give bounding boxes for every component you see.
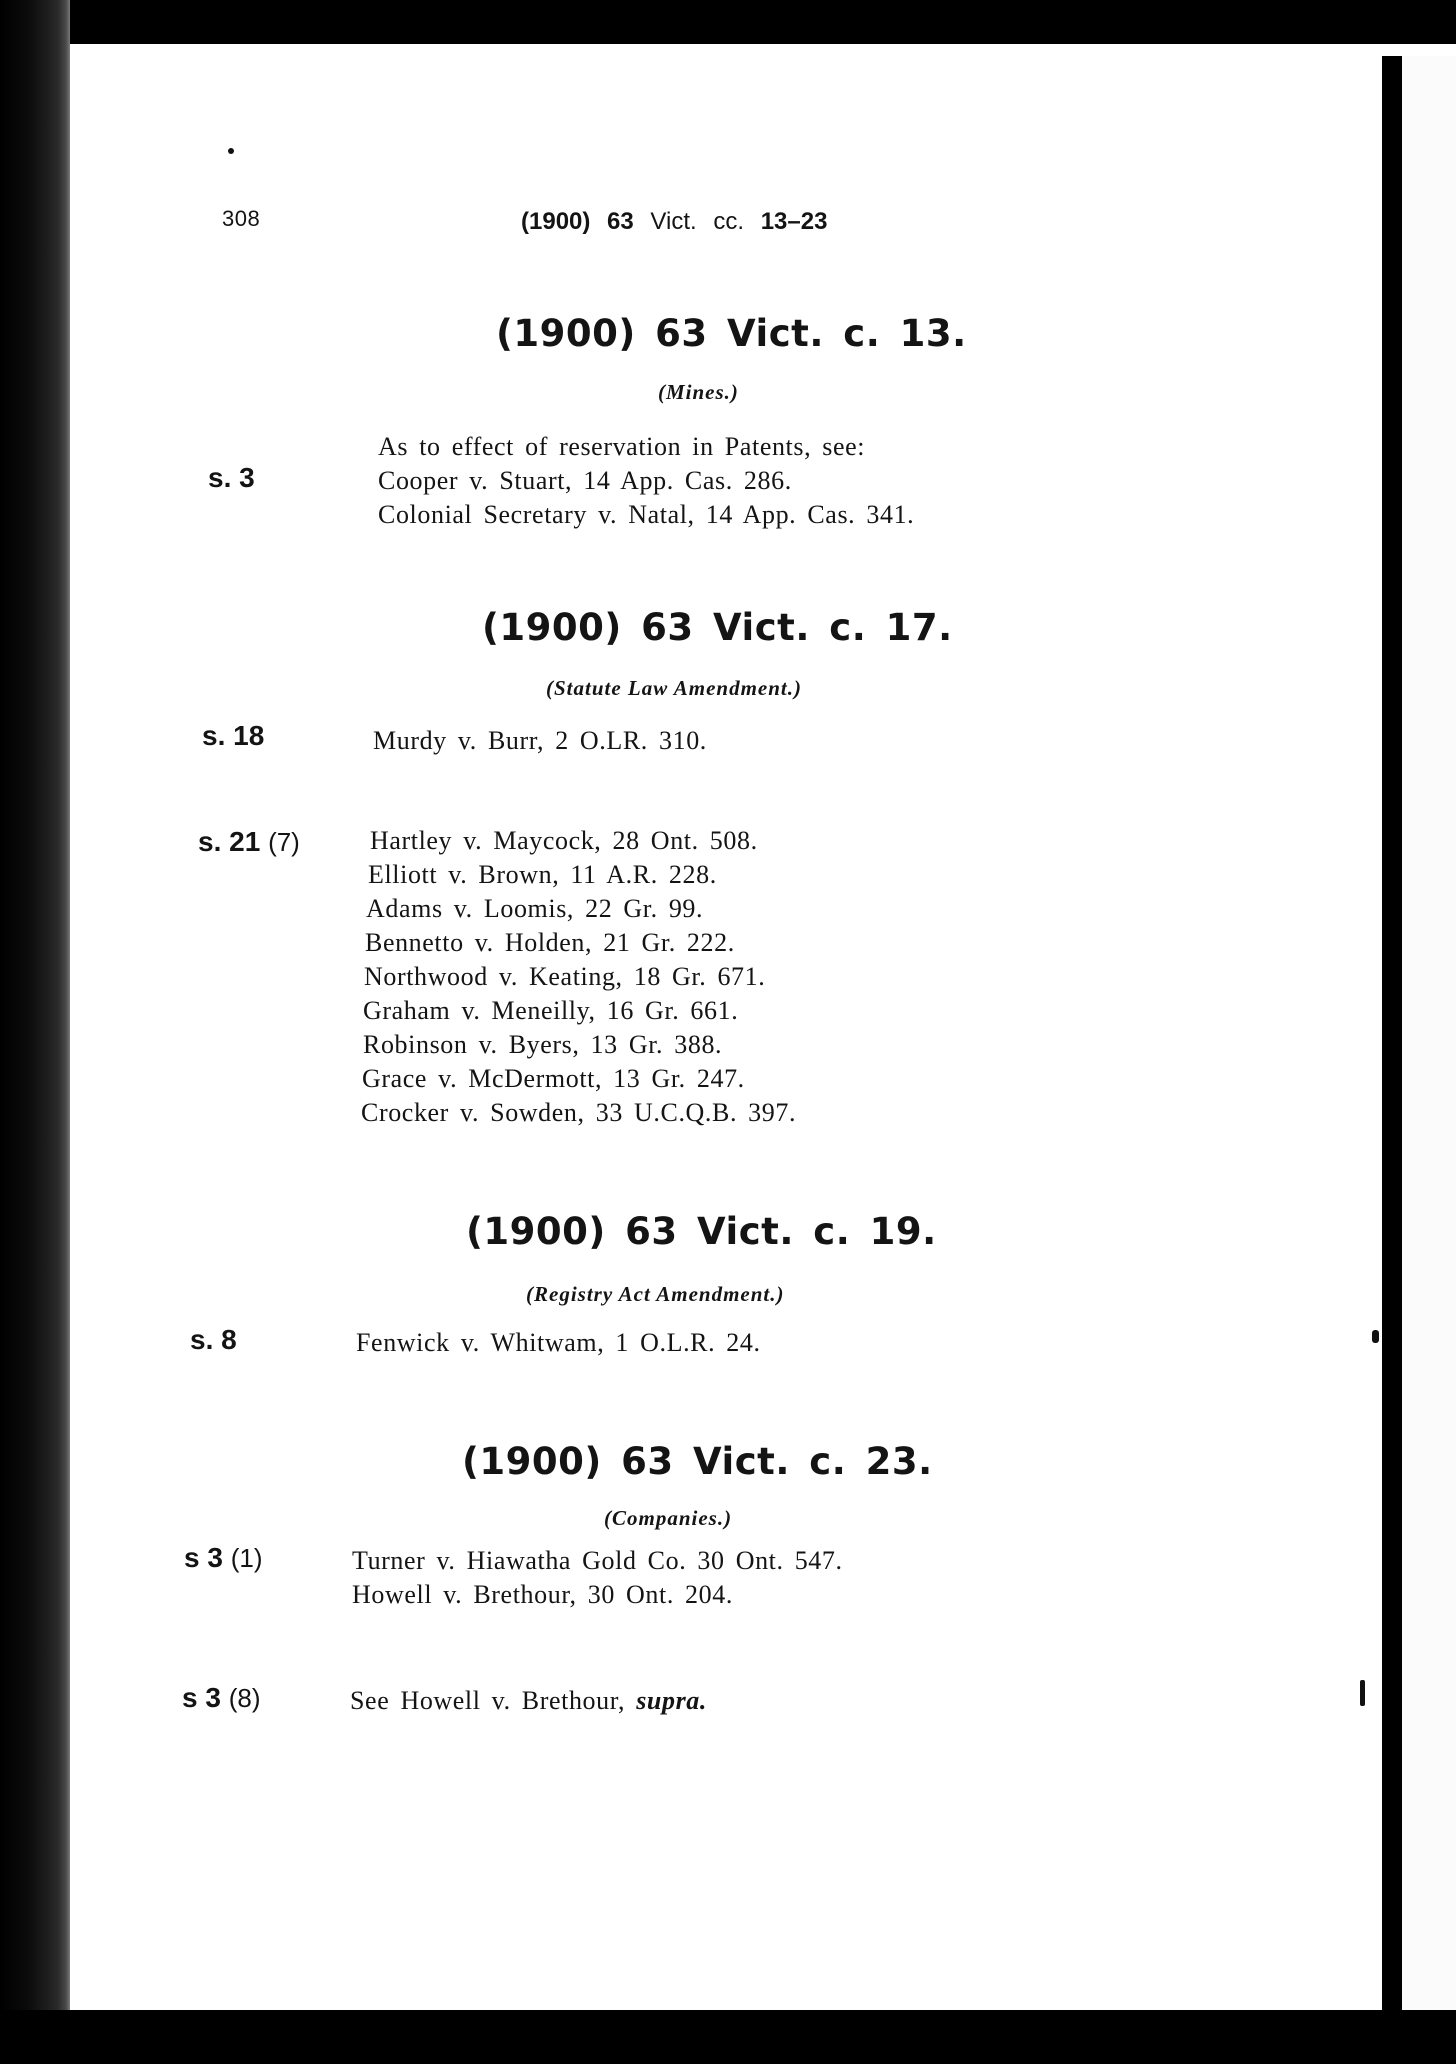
book-spine-shadow <box>0 0 70 2064</box>
scan-top-border <box>0 0 1456 44</box>
chapter-title: (1900) 63 Vict. c. 23. <box>462 1440 933 1483</box>
case-citation: Bennetto v. Holden, 21 Gr. 222. <box>365 928 735 957</box>
running-head-cc: cc. <box>713 208 745 235</box>
page-edge-shadow <box>1382 56 1402 2016</box>
case-citation: Northwood v. Keating, 18 Gr. 671. <box>364 962 766 991</box>
ink-speck <box>228 148 234 154</box>
case-citation: Fenwick v. Whitwam, 1 O.L.R. 24. <box>356 1328 761 1357</box>
case-citation: Cooper v. Stuart, 14 App. Cas. 286. <box>378 466 792 495</box>
section-number: s 3 <box>182 1682 221 1713</box>
running-head-vict: Vict. <box>650 208 697 235</box>
case-citation: Howell v. Brethour, 30 Ont. 204. <box>352 1580 733 1609</box>
running-head-year: (1900) <box>521 208 591 235</box>
section-number: s. 18 <box>202 720 265 751</box>
section-number: s. 3 <box>208 462 255 493</box>
chapter-subtitle: (Mines.) <box>658 380 739 404</box>
case-citation: Hartley v. Maycock, 28 Ont. 508. <box>370 826 758 855</box>
section-subsection: (1) <box>230 1543 263 1573</box>
scan-bottom-border <box>0 2010 1456 2064</box>
page-number: 308 <box>222 206 261 231</box>
chapter-intro: As to effect of reservation in Patents, see: <box>378 432 866 461</box>
case-citation: Murdy v. Burr, 2 O.LR. 310. <box>373 726 707 755</box>
case-citation: Adams v. Loomis, 22 Gr. 99. <box>366 894 704 923</box>
chapter-title: (1900) 63 Vict. c. 19. <box>466 1210 937 1253</box>
section-number: s. 21 <box>198 826 261 857</box>
section-number: s. 8 <box>190 1324 237 1355</box>
facing-page-margin <box>1402 56 1456 2016</box>
case-citation: Graham v. Meneilly, 16 Gr. 661. <box>363 996 739 1025</box>
chapter-title: (1900) 63 Vict. c. 13. <box>496 312 967 355</box>
ink-speck <box>1360 1680 1365 1706</box>
chapter-subtitle: (Statute Law Amendment.) <box>546 676 802 700</box>
cross-reference-text: See Howell v. Brethour, <box>350 1686 626 1715</box>
section-label <box>202 720 264 752</box>
section-label <box>198 826 300 858</box>
section-subsection: (7) <box>268 827 300 857</box>
running-head-vict-number: 63 <box>607 208 634 235</box>
case-citation: Grace v. McDermott, 13 Gr. 247. <box>362 1064 745 1093</box>
running-head <box>521 208 827 236</box>
cross-reference-supra: supra. <box>636 1686 707 1715</box>
chapter-subtitle: (Companies.) <box>604 1506 733 1530</box>
section-label <box>182 1682 261 1714</box>
section-label <box>190 1324 237 1356</box>
section-subsection: (8) <box>228 1683 261 1713</box>
case-citation: Turner v. Hiawatha Gold Co. 30 Ont. 547. <box>352 1546 843 1575</box>
running-head-range: 13–23 <box>760 208 828 235</box>
section-label <box>184 1542 263 1574</box>
cross-reference <box>350 1686 707 1716</box>
case-citation: Colonial Secretary v. Natal, 14 App. Cas. 341. <box>378 500 915 529</box>
chapter-title: (1900) 63 Vict. c. 17. <box>482 606 953 649</box>
case-citation: Elliott v. Brown, 11 A.R. 228. <box>368 860 717 889</box>
case-citation: Robinson v. Byers, 13 Gr. 388. <box>363 1030 723 1059</box>
section-label <box>208 462 255 494</box>
chapter-subtitle: (Registry Act Amendment.) <box>526 1282 785 1306</box>
ink-speck <box>1372 1330 1379 1343</box>
case-citation: Crocker v. Sowden, 33 U.C.Q.B. 397. <box>361 1098 797 1127</box>
section-number: s 3 <box>184 1542 223 1573</box>
